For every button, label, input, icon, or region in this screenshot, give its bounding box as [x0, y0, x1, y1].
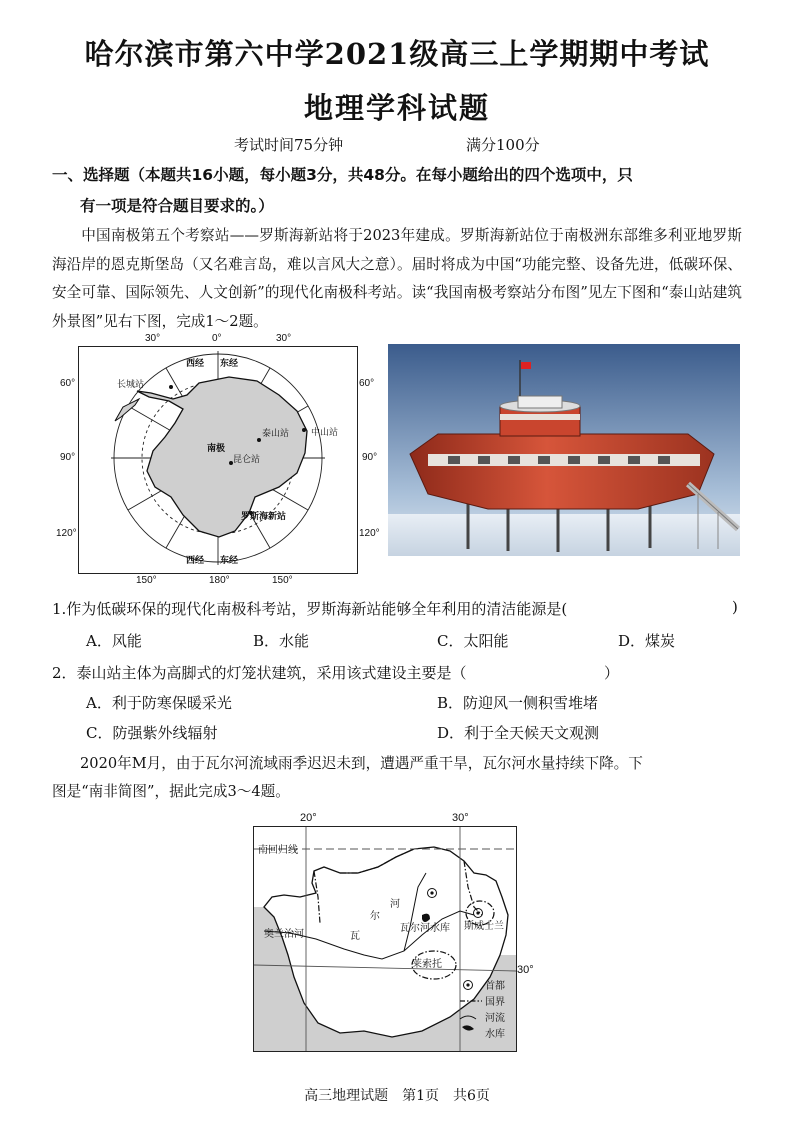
deg-right-120: 120°: [359, 528, 380, 539]
deg-right-90: 90°: [362, 452, 378, 463]
q2-option-a: A．利于防寒保暖采光: [86, 694, 232, 712]
river-char-he: 河: [390, 899, 400, 910]
legend-capital: 首都: [485, 981, 505, 992]
taishan-label: 泰山站: [262, 429, 290, 439]
zhongshan-station-marker: [302, 428, 306, 432]
south-africa-map: [253, 826, 517, 1052]
q1-option-c: C．太阳能: [437, 632, 509, 650]
deg-bottom-left: 150°: [136, 575, 157, 586]
page-footer: 高三地理试题 第1页 共6页: [304, 1088, 490, 1104]
exam-time: 考试时间75分钟: [234, 136, 344, 154]
q1-option-a: A．风能: [86, 632, 142, 650]
kunlun-label: 昆仑站: [233, 455, 261, 465]
changcheng-station-marker: [169, 385, 173, 389]
lon-30-label: 30°: [452, 812, 469, 824]
title-line2: 地理学科试题: [303, 91, 490, 125]
tropic-label: 南回归线: [258, 845, 298, 856]
legend-reservoir: 水库: [485, 1029, 505, 1040]
river-char-er: 尔: [370, 911, 380, 922]
passage-1: 中国南极第五个考察站——罗斯海新站将于2023年建成。罗斯海新站位于南极洲东部维多利亚地罗斯海沿岸的恩克斯堡岛（又名难言岛，难以言风大之意）。届时将成为中国“功能完整、设备先进，低碳环保、安全可靠、国际领先、人文创新”的现代化南极科考站。读“我国南极考察站分布图”见左下图和“泰山站建筑外景图”见右下图，完成1～2题。: [52, 227, 742, 330]
south-africa-map-svg: [254, 827, 516, 1051]
orange-river-label: 奥兰治河: [264, 929, 304, 940]
question-2-stem: 2．泰山站主体为高脚式的灯笼状建筑，采用该式建设主要是（: [52, 664, 467, 682]
deg-bottom-right: 150°: [272, 575, 293, 586]
section-heading-line2: 有一项是符合题目要求的。）: [80, 197, 274, 215]
east-bottom-label: 东经: [220, 556, 239, 566]
q1-option-d: D．煤炭: [618, 632, 676, 650]
antarctic-map-svg: [79, 347, 357, 573]
eswatini-label: 斯威士兰: [464, 921, 504, 932]
rosssea-label: 罗斯海新站: [241, 512, 287, 522]
deg-left-60: 60°: [60, 378, 76, 389]
south-pole-label: 南极: [207, 444, 226, 454]
question-1-close: ): [732, 598, 738, 616]
west-top-label: 西经: [186, 359, 205, 369]
legend-river: 河流: [485, 1013, 505, 1024]
deg-left-120: 120°: [56, 528, 77, 539]
taishan-station-photo: [388, 344, 740, 556]
q2-option-d: D．利于全天候天文观测: [437, 724, 600, 742]
antarctic-station-map: [78, 346, 358, 574]
zhongshan-label: 中山站: [311, 428, 339, 438]
passage-2-line2: 图是“南非简图”，据此完成3～4题。: [52, 783, 290, 800]
west-bottom-label: 西经: [186, 556, 205, 566]
lon-20-label: 20°: [300, 812, 317, 824]
passage-2-line1: 2020年M月，由于瓦尔河流域雨季迟迟未到，遭遇严重干旱，瓦尔河水量持续下降。下: [80, 755, 643, 772]
deg-bottom-180: 180°: [209, 575, 230, 586]
deg-top-left: 30°: [145, 333, 161, 344]
changcheng-label: 长城站: [117, 380, 145, 390]
title-line1: 哈尔滨市第六中学2021级高三上学期期中考试: [84, 37, 710, 71]
legend-border: 国界: [485, 997, 505, 1008]
deg-right-60: 60°: [359, 378, 375, 389]
q2-option-c: C．防强紫外线辐射: [86, 724, 218, 742]
lat-30-label: 30°: [517, 964, 534, 976]
question-2-close: ）: [604, 664, 620, 682]
section-heading-line1: 一、选择题（本题共16小题，每小题3分，共48分。在每小题给出的四个选项中，只: [52, 166, 633, 184]
taishan-station-marker: [257, 438, 261, 442]
east-top-label: 东经: [220, 359, 239, 369]
q2-option-b: B．防迎风一侧积雪堆堵: [437, 694, 599, 712]
lesotho-label: 莱索托: [412, 959, 442, 970]
river-char-wa: 瓦: [350, 931, 360, 942]
question-1-stem: 1.作为低碳环保的现代化南极科考站，罗斯海新站能够全年利用的清洁能源是(: [52, 600, 568, 618]
vaal-dam-label: 瓦尔河水库: [400, 923, 450, 934]
deg-top-right: 30°: [276, 333, 292, 344]
full-score: 满分100分: [466, 136, 540, 154]
deg-left-90: 90°: [60, 452, 76, 463]
q1-option-b: B．水能: [253, 632, 310, 650]
deg-top-zero: 0°: [212, 333, 222, 344]
